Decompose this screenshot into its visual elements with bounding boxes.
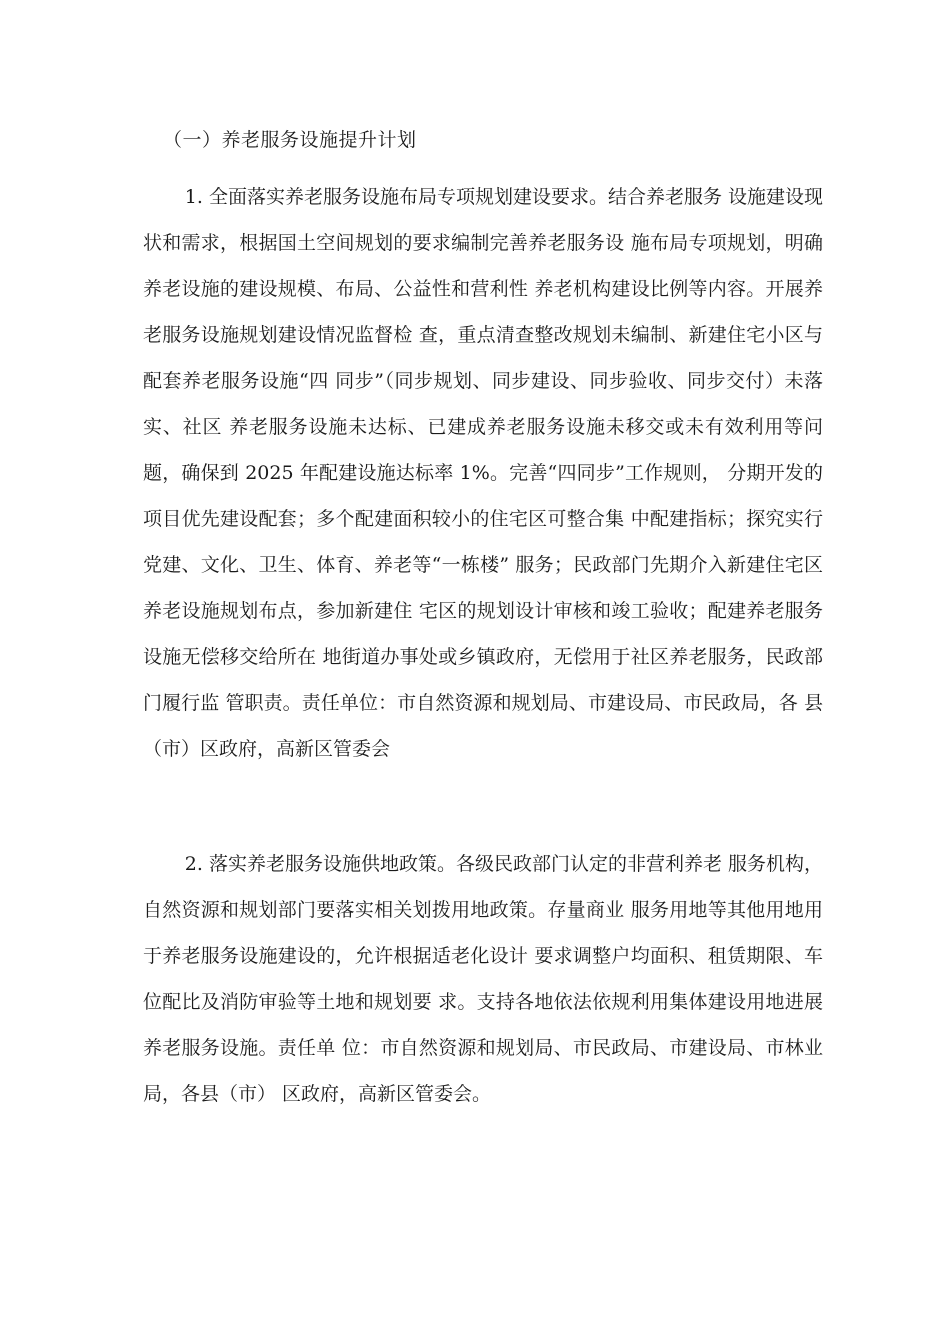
paragraph-1: 1. 全面落实养老服务设施布局专项规划建设要求。结合养老服务 设施建设现状和需求，根据国土空间规划的要求编制完善养老服务设 施布局专项规划，明确养老设施的建设规模、布局、公益性和营利性 养老机构建设比例等内容。开展养老服务设施规划建设情况监督检 查，重点清查整改规划未编制、新建住宅小区与配套养老服务设施“四 同步”（同步规划、同步建设、同步验收、同步交付）未落实、社区 养老服务设施未达标、已建成养老服务设施未移交或未有效利用等问 题，确保到 2025 年配建设施达标率 1%。完善“四同步”工作规则， 分期开发的项目优先建设配套；多个配建面积较小的住宅区可整合集 中配建指标；探究实行党建、文化、卫生、体育、养老等“一栋楼” 服务；民政部门先期介入新建住宅区养老设施规划布点，参加新建住 宅区的规划设计审核和竣工验收；配建养老服务设施无偿移交给所在 地街道办事处或乡镇政府，无偿用于社区养老服务，民政部门履行监 管职责。责任单位：市自然资源和规划局、市建设局、市民政局，各 县（市）区政府，高新区管委会 bbox=[143, 186, 824, 760]
paragraph-2: 2. 落实养老服务设施供地政策。各级民政部门认定的非营利养老 服务机构，自然资源和规划部门要落实相关划拨用地政策。存量商业 服务用地等其他用地用于养老服务设施建设的，允许根据适老化设计 要求调整户均面积、租赁期限、车位配比及消防审验等土地和规划要 求。支持各地依法依规利用集体建设用地进展养老服务设施。责任单 位：市自然资源和规划局、市民政局、市建设局、市林业局，各县（市） 区政府，高新区管委会。 bbox=[143, 853, 824, 1105]
section-heading: （一）养老服务设施提升计划 bbox=[163, 129, 417, 151]
